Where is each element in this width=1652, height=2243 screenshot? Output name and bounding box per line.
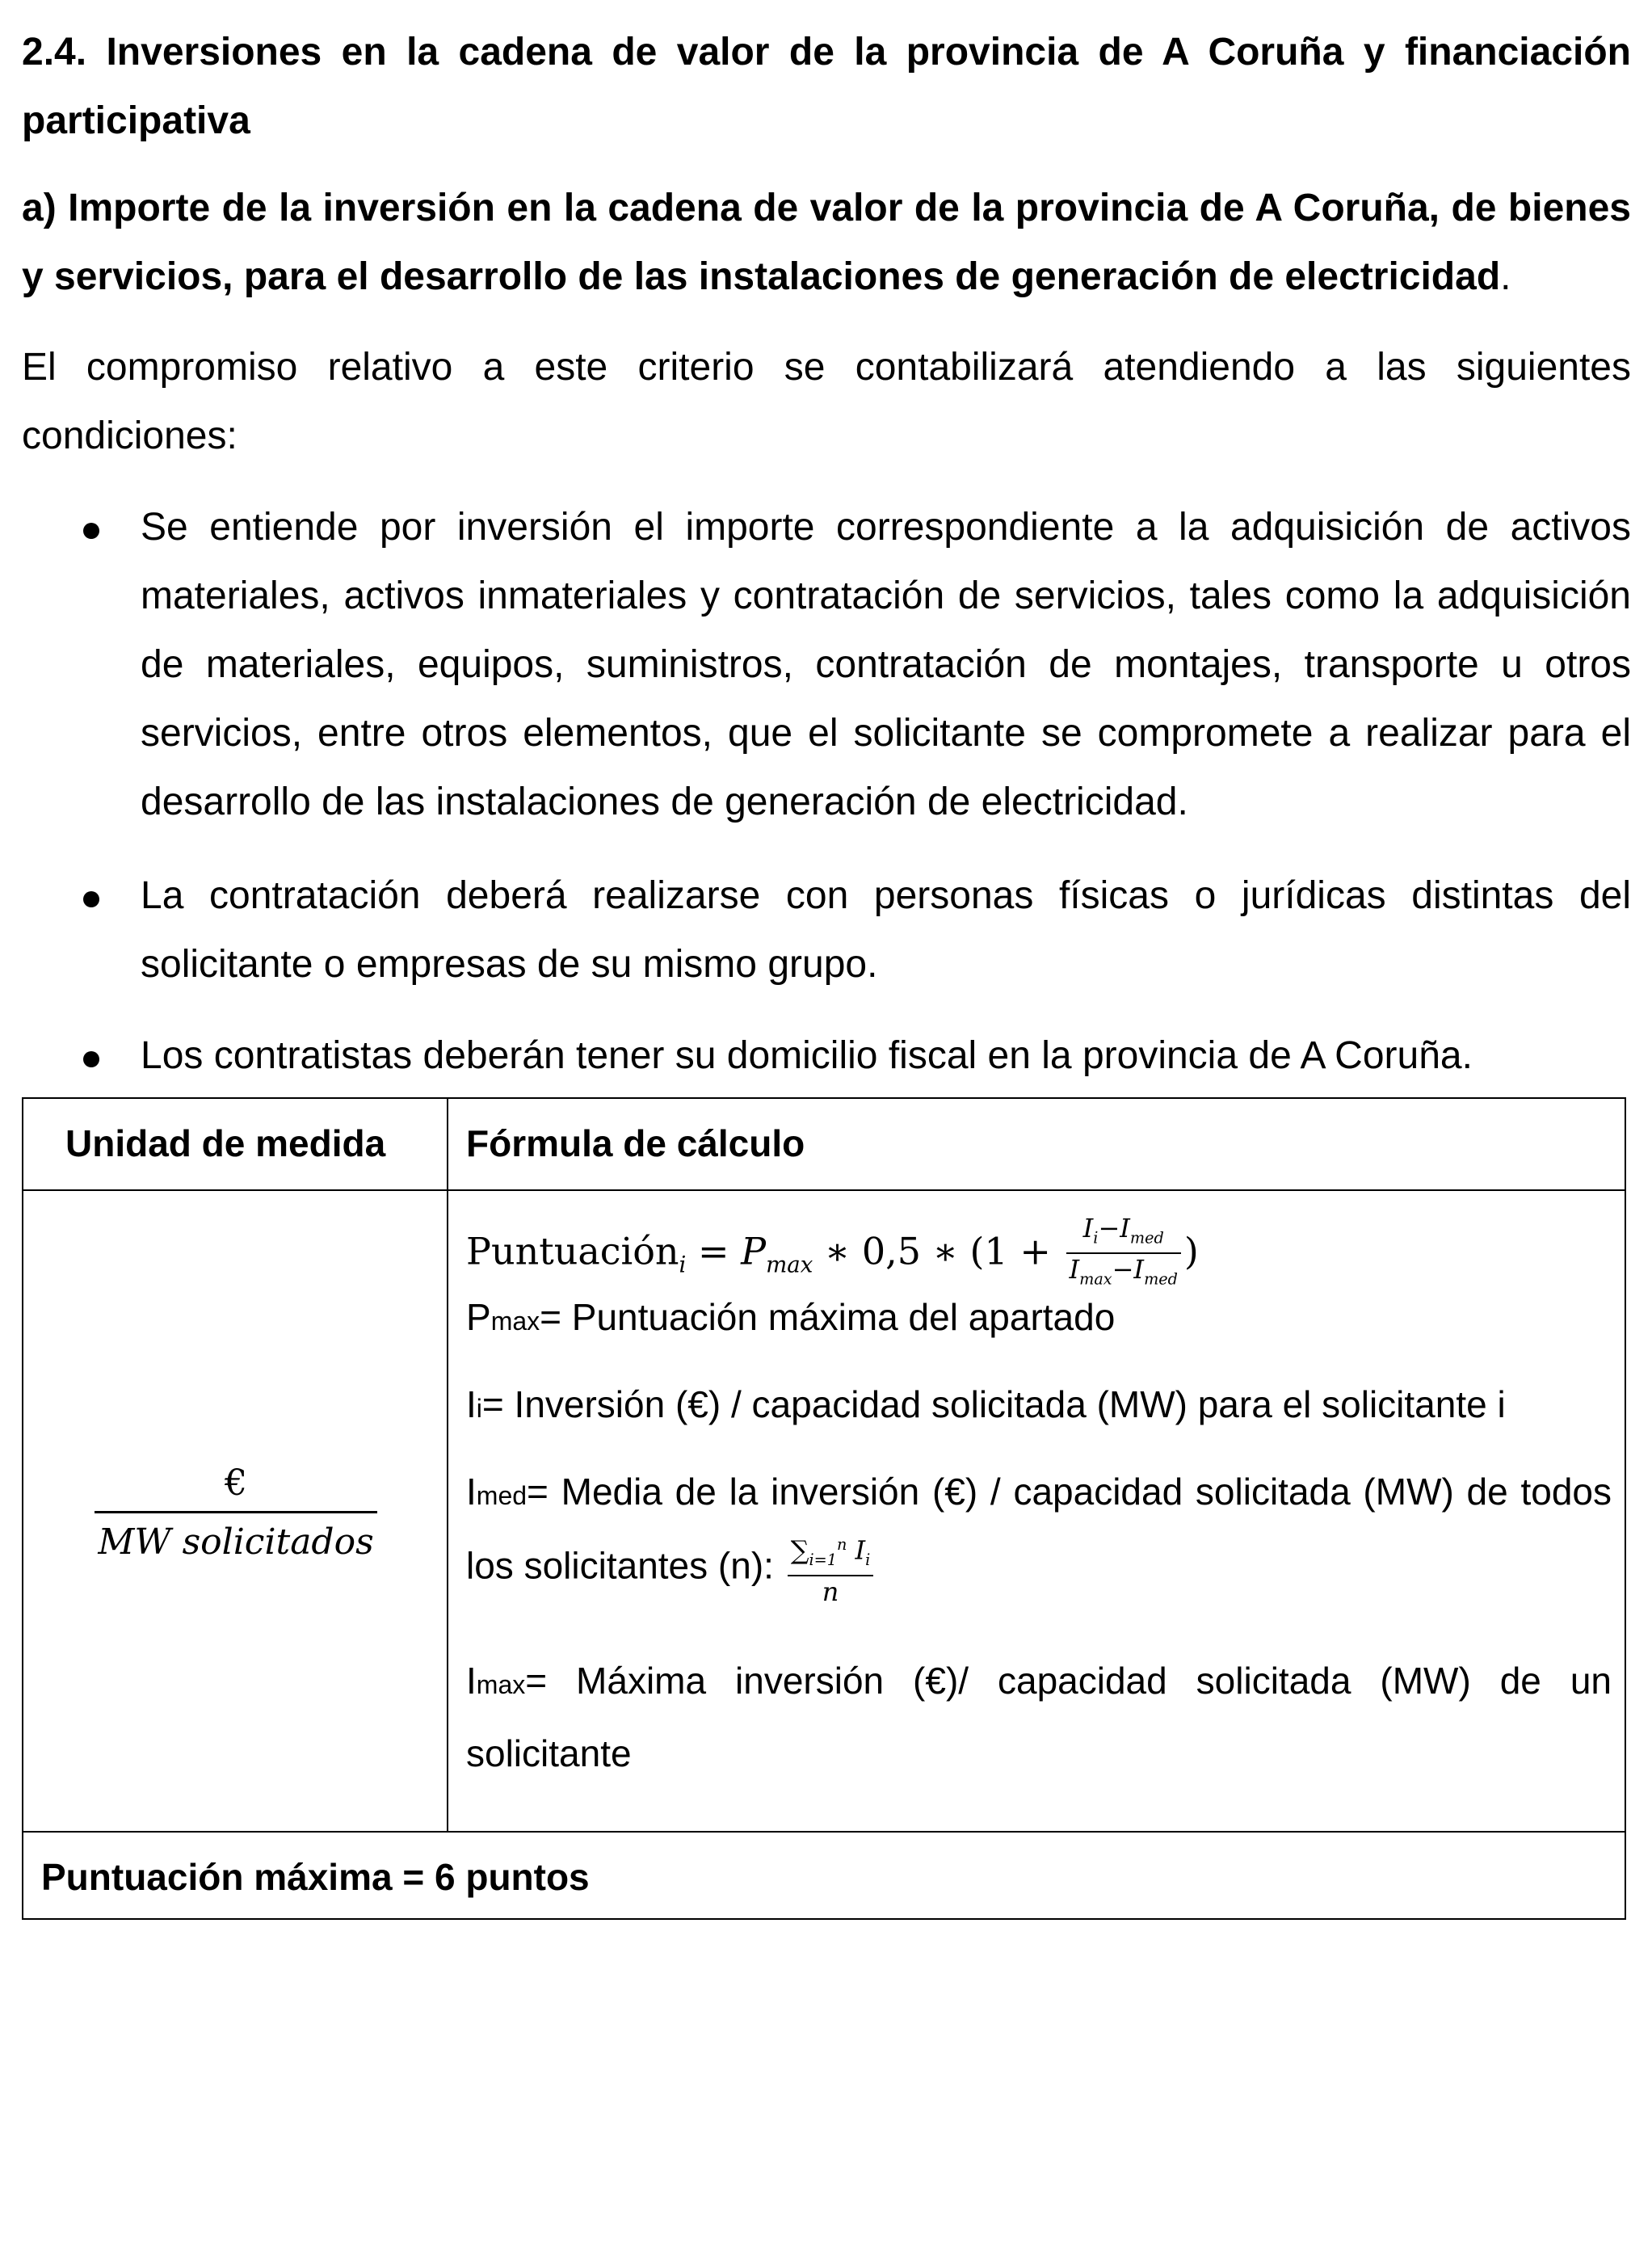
mean-fraction-numerator	[788, 1530, 874, 1575]
subheading-a	[22, 174, 1631, 311]
bullet-dot-icon	[83, 891, 99, 907]
formula-pmax-sub: max	[766, 1251, 813, 1278]
sum-upper: n	[836, 1535, 847, 1554]
max-score: Puntuación máxima = 6 puntos	[41, 1856, 590, 1898]
formula-fraction-numerator	[1066, 1214, 1181, 1252]
sum-var-sub: i	[865, 1551, 871, 1570]
intro-paragraph: El compromiso relativo a este criterio se contabilizará atendiendo a las siguientes condiciones:	[22, 346, 1631, 457]
mean-fraction-denominator: n	[822, 1576, 839, 1608]
bullet-dot-icon	[83, 1051, 99, 1067]
def-imed-sub: med	[476, 1481, 528, 1510]
sum-symbol: ∑	[790, 1534, 809, 1566]
def-ii-sub: i	[476, 1394, 482, 1423]
table-column-divider	[447, 1099, 448, 1831]
frac-den-sub2: med	[1144, 1269, 1178, 1289]
definition-ii	[466, 1370, 1612, 1443]
definition-pmax	[466, 1283, 1612, 1356]
def-imed-symbol: I	[466, 1471, 477, 1513]
formula-close: )	[1183, 1229, 1199, 1273]
frac-den-sub1: max	[1079, 1269, 1112, 1289]
header-formula: Fórmula de cálculo	[466, 1122, 805, 1164]
definition-imed	[466, 1458, 1612, 1607]
unit-numerator: €	[225, 1462, 247, 1504]
formula-pmax: P	[741, 1229, 767, 1273]
bullet-item	[22, 1021, 1631, 1090]
def-imax-sub: max	[476, 1670, 526, 1699]
formula-lhs-sub: i	[679, 1251, 687, 1278]
unit-denominator: MW solicitados	[98, 1521, 374, 1563]
def-imax-symbol: I	[466, 1660, 477, 1702]
def-ii-symbol: I	[466, 1383, 477, 1425]
bullet-item	[22, 493, 1631, 836]
table-header-divider	[23, 1189, 1625, 1191]
subheading-a-text: a) Importe de la inversión en la cadena de valor de la provincia de A Coruña, de bienes y servicios, para el desarrollo de las instalaciones de generación de electricidad	[22, 187, 1631, 298]
fraction-bar	[95, 1511, 377, 1513]
bullet-text: Se entiende por inversión el importe correspondiente a la adquisición de activos materiales, activos inmateriales y contratación de servicios, tales como la adquisición de materiales, equipos, suministros, contratación de montajes, transporte u otros servicios, entre otros elementos, que el solicitante se compromete a realizar para el desarrollo de las instalaciones de generación de electricidad.	[141, 506, 1631, 823]
formula-middle: ∗ 0,5 ∗ (1 +	[813, 1229, 1063, 1273]
def-imax-text: = Máxima inversión (€)/ capacidad solicitada (MW) de un solicitante	[466, 1660, 1612, 1774]
def-pmax-text: = Puntuación máxima del apartado	[540, 1296, 1116, 1338]
frac-num-sub1: i	[1093, 1228, 1099, 1248]
table-footer-divider	[23, 1831, 1625, 1833]
frac-den-mid: −I	[1112, 1254, 1145, 1286]
bullet-text: Los contratistas deberán tener su domicilio fiscal en la provincia de A Coruña.	[141, 1034, 1473, 1077]
bullet-item	[22, 861, 1631, 999]
formula-lhs: Puntuación	[466, 1229, 679, 1273]
def-pmax-sub: max	[490, 1307, 540, 1336]
frac-num-var: I	[1082, 1213, 1094, 1244]
sum-var: I	[855, 1534, 866, 1566]
frac-den-var: I	[1069, 1254, 1080, 1286]
header-unit: Unidad de medida	[65, 1122, 386, 1164]
section-heading: 2.4. Inversiones en la cadena de valor de la provincia de A Coruña y financiación participativa	[22, 31, 1631, 142]
definition-imax	[466, 1647, 1612, 1788]
bullet-dot-icon	[83, 523, 99, 539]
frac-num-mid: −I	[1098, 1213, 1130, 1244]
def-imed-text: = Media de la inversión (€) / capacidad solicitada (MW) de todos los solicitantes (n):	[466, 1471, 1612, 1587]
bullet-text: La contratación deberá realizarse con personas físicas o jurídicas distintas del solicitante o empresas de su mismo grupo.	[141, 874, 1631, 986]
def-ii-text: = Inversión (€) / capacidad solicitada (MW) para el solicitante i	[481, 1383, 1506, 1425]
frac-num-sub2: med	[1129, 1228, 1164, 1248]
sum-lower: i=1	[809, 1551, 837, 1570]
formula-eq: =	[698, 1229, 742, 1273]
subheading-a-period: .	[1500, 255, 1511, 298]
unit-fraction	[95, 1461, 377, 1565]
mean-fraction	[788, 1530, 874, 1607]
criteria-table	[22, 1097, 1626, 1920]
def-pmax-symbol: P	[466, 1296, 491, 1338]
